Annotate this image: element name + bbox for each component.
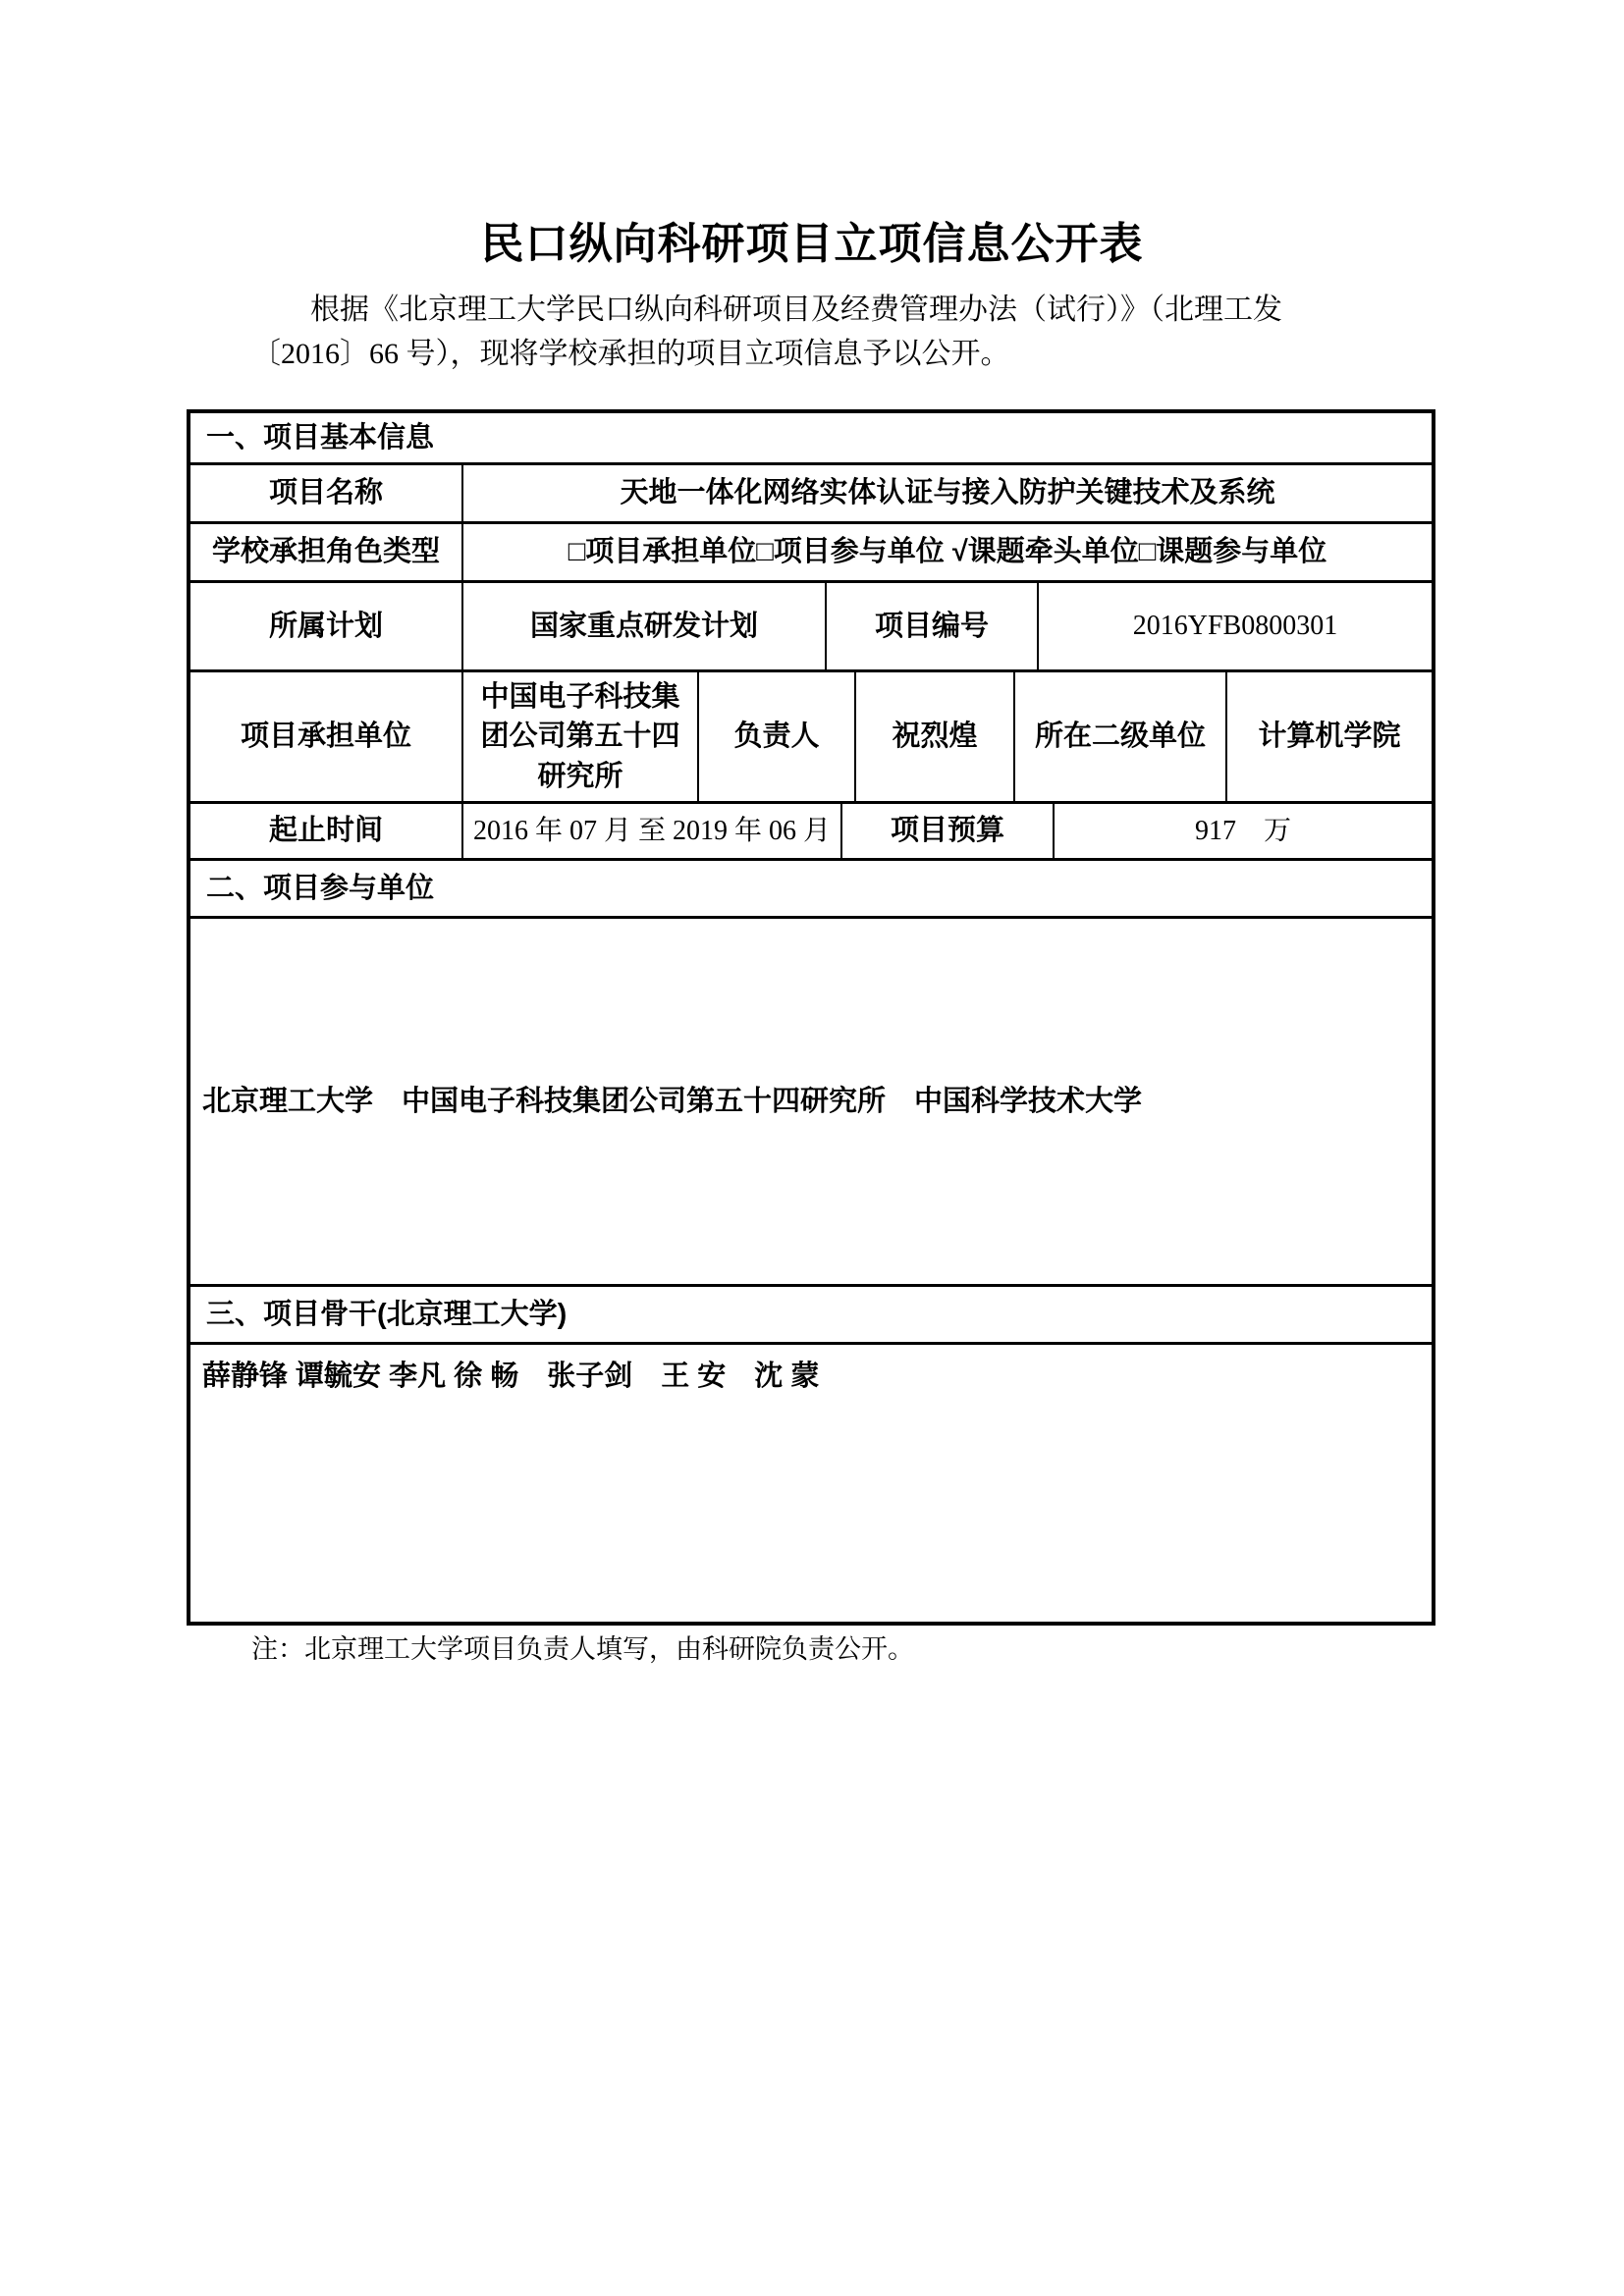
budget-value: 917 万 <box>1053 804 1432 858</box>
participants-row <box>190 916 1432 1284</box>
project-name-value: 天地一体化网络实体认证与接入防护关键技术及系统 <box>461 465 1432 521</box>
section1-header: 一、项目基本信息 <box>206 421 435 454</box>
section3-header: 三、项目骨干(北京理工大学) <box>206 1298 568 1330</box>
secondary-unit-value: 计算机学院 <box>1225 672 1432 801</box>
members-value: 薛静锋 谭毓安 李凡 徐 畅 张子剑 王 安 沈 蒙 <box>202 1361 820 1392</box>
section2-header: 二、项目参与单位 <box>206 872 435 904</box>
undertaker-value: 中国电子科技集团公司第五十四研究所 <box>461 672 697 801</box>
secondary-unit-label: 所在二级单位 <box>1013 672 1225 801</box>
members-row <box>190 1342 1432 1622</box>
section3-header-row <box>190 1284 1432 1342</box>
page-title: 民口纵向科研项目立项信息公开表 <box>480 220 1144 268</box>
footnote: 注：北京理工大学项目负责人填写，由科研院负责公开。 <box>251 1634 914 1664</box>
project-name-label: 项目名称 <box>268 477 383 509</box>
undertaker-label: 项目承担单位 <box>240 721 411 753</box>
plan-label: 所属计划 <box>268 610 383 642</box>
undertaker-row <box>190 669 1432 801</box>
duration-value: 2016 年 07 月 至 2019 年 06 月 <box>461 804 840 858</box>
project-name-row <box>190 462 1432 521</box>
participants-value: 北京理工大学 中国电子科技集团公司第五十四研究所 中国科学技术大学 <box>202 1085 1143 1117</box>
project-number-value: 2016YFB0800301 <box>1037 583 1432 669</box>
section1-header-row <box>190 413 1432 462</box>
section2-header-row <box>190 858 1432 916</box>
duration-row <box>190 801 1432 858</box>
budget-label: 项目预算 <box>840 804 1053 858</box>
leader-label: 负责人 <box>697 672 854 801</box>
role-type-value: □项目承担单位□项目参与单位 √课题牵头单位□课题参与单位 <box>461 524 1432 580</box>
role-type-label: 学校承担角色类型 <box>211 536 440 568</box>
plan-value: 国家重点研发计划 <box>461 583 825 669</box>
role-type-row <box>190 521 1432 580</box>
leader-value: 祝烈煌 <box>854 672 1013 801</box>
project-number-label: 项目编号 <box>825 583 1037 669</box>
intro-paragraph: 根据《北京理工大学民口纵向科研项目及经费管理办法（试行）》（北理工发〔2016〕66 号），现将学校承担的项目立项信息予以公开。 <box>251 294 1282 370</box>
plan-row <box>190 580 1432 669</box>
duration-label: 起止时间 <box>268 815 383 847</box>
project-info-table <box>187 409 1435 1626</box>
